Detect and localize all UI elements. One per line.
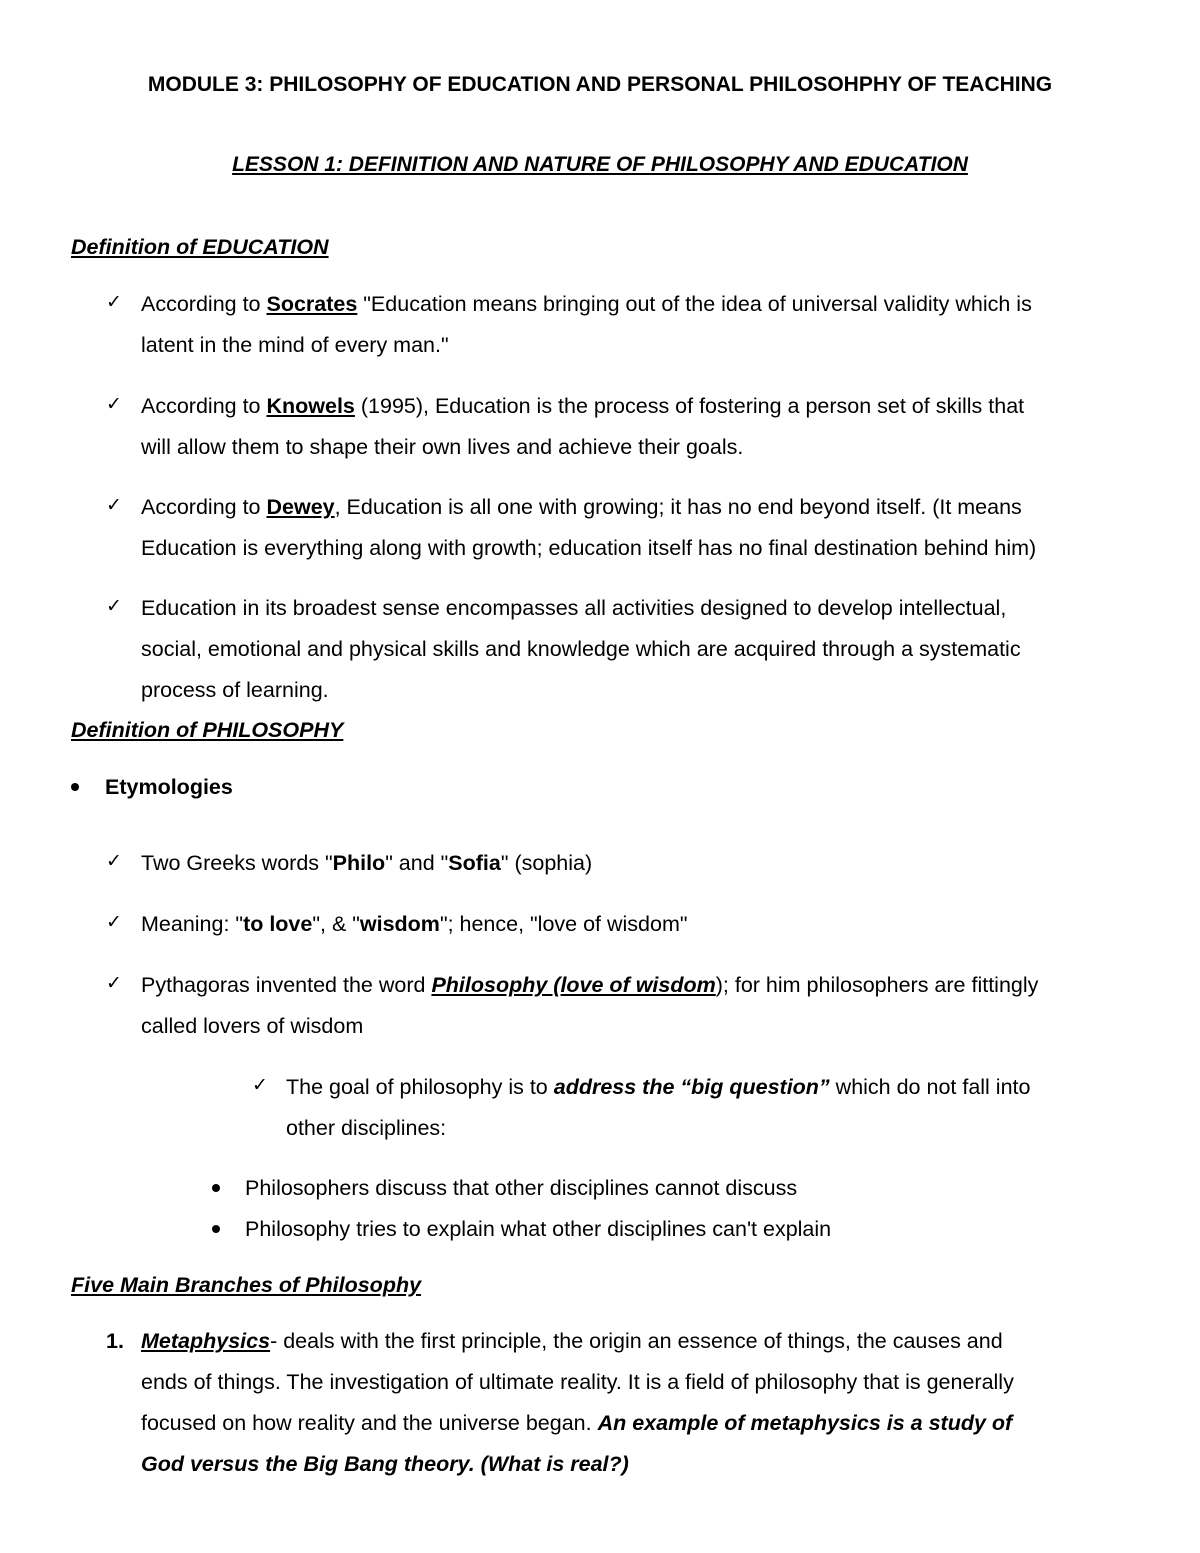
text-line: [141, 292, 1032, 317]
text-run: Pythagoras invented the word: [141, 973, 432, 997]
text-run: focused on how reality and the universe began.: [141, 1411, 598, 1435]
text-line: [141, 1014, 363, 1039]
bullet-icon: [212, 1225, 220, 1233]
text-run: , Education is all one with growing; it has no end beyond itself. (It means: [334, 495, 1022, 519]
text-run: " and ": [385, 851, 449, 875]
branches-heading: Five Main Branches of Philosophy: [71, 1273, 422, 1297]
text-run: ends of things. The investigation of ultimate reality. It is a field of philosophy that is generally: [141, 1370, 1014, 1394]
text-run: "Education means bringing out of the idea of universal validity which is: [357, 292, 1032, 316]
text-run: social, emotional and physical skills and knowledge which are acquired through a systematic: [141, 637, 1021, 661]
text-line: [141, 1370, 1014, 1395]
text-run: other disciplines:: [286, 1116, 447, 1140]
etymologies-label: Etymologies: [105, 775, 233, 799]
text-run: According to: [141, 394, 267, 418]
text-line: [141, 495, 1022, 520]
check-mark-icon: ✓: [106, 494, 122, 516]
text-line: [141, 1329, 1003, 1354]
text-run: God versus the Big Bang theory. (What is real?): [141, 1452, 629, 1476]
text-run: Education is everything along with growth; education itself has no final destination behind him): [141, 536, 1037, 560]
text-line: [286, 1075, 1030, 1100]
text-run: Education in its broadest sense encompasses all activities designed to develop intellectual,: [141, 596, 1007, 620]
text-run: " (sophia): [500, 851, 593, 875]
text-run: According to: [141, 495, 267, 519]
bullet-icon: [71, 783, 79, 791]
text-run: Meaning: ": [141, 912, 244, 936]
text-run: Dewey: [266, 495, 335, 519]
text-run: (1995), Education is the process of fostering a person set of skills that: [354, 394, 1025, 418]
text-line: [286, 1116, 446, 1141]
check-mark-icon: ✓: [106, 595, 122, 617]
check-mark-icon: ✓: [106, 972, 122, 994]
text-run: Philo: [332, 851, 386, 875]
text-line: [141, 596, 1006, 621]
text-run: which do not fall into: [829, 1075, 1031, 1099]
text-line: [141, 1452, 629, 1477]
text-line: [141, 1411, 1012, 1436]
text-run: Philosophy (love of wisdom: [431, 973, 716, 997]
text-run: Knowels: [266, 394, 355, 418]
text-run: ", & ": [312, 912, 360, 936]
text-run: - deals with the first principle, the origin an essence of things, the causes and: [270, 1329, 1003, 1353]
text-run: According to: [141, 292, 267, 316]
text-line: [141, 435, 743, 460]
text-run: Sofia: [448, 851, 501, 875]
text-line: [141, 333, 449, 358]
check-mark-icon: ✓: [106, 850, 122, 872]
text-run: An example of metaphysics is a study of: [597, 1411, 1013, 1435]
text-run: address the “big question”: [553, 1075, 830, 1099]
module-title: MODULE 3: PHILOSOPHY OF EDUCATION AND PERSONAL PHILOSOHPHY OF TEACHING: [147, 73, 1053, 96]
check-mark-icon: ✓: [106, 291, 122, 313]
text-line: [141, 912, 688, 937]
text-run: The goal of philosophy is to: [286, 1075, 554, 1099]
check-mark-icon: ✓: [252, 1074, 268, 1096]
philosophy-heading: Definition of PHILOSOPHY: [71, 718, 344, 742]
education-heading: Definition of EDUCATION: [71, 235, 329, 259]
text-line: [141, 536, 1036, 561]
lesson-title: LESSON 1: DEFINITION AND NATURE OF PHILOSOPHY AND EDUCATION: [232, 153, 968, 176]
text-line: [141, 851, 592, 876]
text-line: [141, 973, 1038, 998]
text-run: Socrates: [266, 292, 358, 316]
text-line: [141, 394, 1024, 419]
text-run: process of learning.: [141, 678, 329, 702]
text-run: ); for him philosophers are fittingly: [715, 973, 1039, 997]
philosophy-bullet-1: Philosophers discuss that other disciplines cannot discuss: [245, 1176, 798, 1200]
text-run: latent in the mind of every man.": [141, 333, 449, 357]
text-run: called lovers of wisdom: [141, 1014, 364, 1038]
text-run: "; hence, "love of wisdom": [439, 912, 688, 936]
check-mark-icon: ✓: [106, 911, 122, 933]
bullet-icon: [212, 1184, 220, 1192]
text-line: [141, 678, 329, 703]
text-run: to love: [243, 912, 313, 936]
text-line: [141, 637, 1021, 662]
text-run: Metaphysics: [141, 1329, 271, 1353]
branch-number: 1.: [106, 1329, 124, 1353]
text-run: wisdom: [359, 912, 440, 936]
check-mark-icon: ✓: [106, 393, 122, 415]
text-run: Two Greeks words ": [141, 851, 333, 875]
text-run: will allow them to shape their own lives and achieve their goals.: [141, 435, 744, 459]
philosophy-bullet-2: Philosophy tries to explain what other disciplines can't explain: [245, 1217, 832, 1241]
